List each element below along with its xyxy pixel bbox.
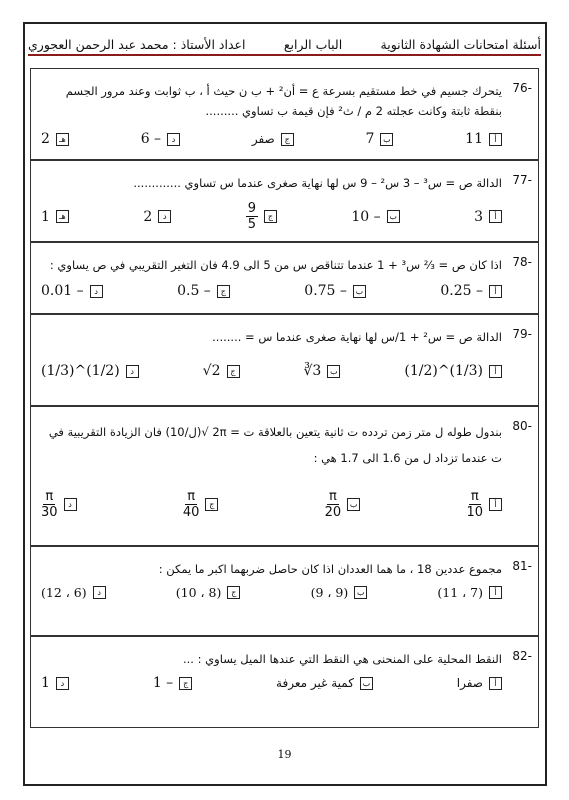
question-number: -78 (512, 255, 532, 269)
option-fraction (466, 489, 483, 520)
option-letter: أ (489, 498, 502, 511)
option-value: 3 (474, 208, 483, 225)
option-value: 0.25 – (440, 283, 483, 299)
option-letter: ج (179, 677, 192, 690)
option-letter: ب (380, 133, 393, 146)
question-number: -79 (512, 327, 532, 341)
option-letter: ب (327, 365, 340, 378)
option-c[interactable] (203, 363, 240, 379)
question-77 (30, 160, 539, 242)
option-letter: د (90, 285, 103, 298)
option-a[interactable] (457, 676, 502, 690)
option-value: صفر (251, 132, 275, 146)
question-text: الدالة ص = س² + 1/س لها نهاية صغرى عندما س = ........ (212, 330, 502, 344)
option-c[interactable] (176, 585, 241, 600)
option-e[interactable] (41, 209, 69, 225)
option-b[interactable] (365, 131, 393, 147)
options-row (41, 201, 502, 232)
fraction-denominator: 40 (182, 505, 200, 520)
option-letter: ج (264, 210, 277, 223)
header-rule (28, 54, 541, 56)
option-letter: ب (387, 210, 400, 223)
option-fraction (246, 201, 258, 232)
option-value: 1 (41, 675, 50, 691)
option-value: 11 (465, 131, 483, 147)
option-value: 0.01 – (41, 283, 84, 299)
option-value: 2 (41, 131, 50, 147)
question-text: يتحرك جسيم في خط مستقيم بسرعة ع = أن² + ب ن حيث أ ، ب ثوابت وعند مرور الجسم بنقطة ثابتة وكانت عجلته 2 م / ث² فإن قيمة ب تساوي ......... (65, 84, 502, 118)
options-row (41, 585, 502, 600)
question-81 (30, 546, 539, 636)
option-letter: ج (227, 365, 240, 378)
question-number: -77 (512, 173, 532, 187)
option-letter: ج (281, 133, 294, 146)
page-header (28, 30, 541, 52)
option-b[interactable] (351, 209, 399, 225)
options-row (41, 131, 502, 147)
option-value: 1 – (152, 675, 174, 691)
option-value: 1 (41, 208, 50, 225)
option-letter: ب (347, 498, 360, 511)
option-letter: د (56, 677, 69, 690)
option-b[interactable] (276, 676, 373, 690)
options-row (41, 363, 502, 379)
option-value: (12 ، 6) (41, 585, 87, 600)
options-row (41, 489, 502, 520)
option-value: 10 – (351, 208, 381, 225)
option-e[interactable] (41, 131, 69, 147)
option-d[interactable] (41, 283, 103, 299)
option-letter: أ (489, 210, 502, 223)
question-number: -82 (512, 649, 532, 663)
option-fraction (41, 489, 58, 520)
header-chapter: الباب الرابع (283, 37, 343, 52)
option-letter: أ (489, 677, 502, 690)
option-a[interactable] (474, 209, 502, 225)
fraction-numerator: π (470, 489, 479, 504)
option-value: (10 ، 8) (175, 585, 222, 600)
option-value: (11 ، 7) (437, 585, 483, 600)
option-b[interactable] (311, 585, 368, 600)
option-letter: أ (489, 365, 502, 378)
option-a[interactable] (437, 585, 502, 600)
option-value: √2 (202, 363, 221, 379)
option-d[interactable] (41, 675, 69, 691)
option-fraction (325, 489, 342, 520)
question-text: النقط المحلية على المنحنى هي النقط التي عندها الميل يساوي : ... (182, 652, 502, 666)
option-a[interactable] (466, 489, 502, 520)
option-letter: د (158, 210, 171, 223)
option-c[interactable] (183, 489, 219, 520)
fraction-numerator: π (329, 489, 337, 504)
option-a[interactable] (404, 363, 502, 379)
option-letter: ج (217, 285, 230, 298)
option-letter: ب (354, 586, 367, 599)
option-d[interactable] (143, 209, 171, 225)
option-value: 0.75 – (304, 283, 347, 299)
option-letter: د (93, 586, 106, 599)
page-number: 19 (277, 748, 292, 761)
option-letter: هـ (56, 210, 69, 223)
option-value: (1/2)^(1/3) (404, 363, 483, 379)
option-a[interactable] (465, 131, 502, 147)
question-number: -80 (512, 419, 532, 433)
option-c[interactable] (153, 675, 192, 691)
option-letter: د (126, 365, 139, 378)
option-fraction (183, 489, 200, 520)
option-c[interactable] (252, 132, 294, 146)
fraction-denominator: 10 (466, 505, 483, 520)
option-letter: ب (360, 677, 373, 690)
option-d[interactable] (41, 363, 139, 379)
fraction-numerator: π (45, 489, 54, 504)
option-value: (9 ، 9) (310, 585, 349, 600)
option-a[interactable] (440, 283, 502, 299)
option-letter: أ (489, 133, 502, 146)
question-80 (30, 406, 539, 546)
option-d[interactable] (41, 585, 106, 600)
option-d[interactable] (41, 489, 77, 520)
option-value: (1/3)^(1/2) (41, 363, 120, 379)
question-text: الدالة ص = س³ – 3 س² – 9 س لها نهاية صغرى عندما س تساوي ............. (133, 176, 502, 190)
option-value: كمية غير معرفة (276, 676, 354, 690)
question-78 (30, 242, 539, 314)
option-c[interactable] (246, 201, 277, 232)
question-number: -76 (512, 81, 532, 95)
fraction-denominator: 30 (41, 505, 58, 520)
option-letter: أ (489, 586, 502, 599)
option-letter: ج (227, 586, 240, 599)
option-letter: د (64, 498, 77, 511)
option-value: صفرا (456, 676, 483, 690)
option-value: ∛3 (303, 363, 322, 379)
option-letter: هـ (56, 133, 69, 146)
option-d[interactable] (141, 131, 180, 147)
option-letter: ب (353, 285, 366, 298)
question-text: اذا كان ص = ⅔ س³ + 1 عندما تتناقص س من 5 الى 4.9 فان التغير التقريبي في ص يساوي : (49, 258, 502, 272)
question-text: مجموع عددين 18 ، ما هما العددان اذا كان حاصل ضربهما اكبر ما يمكن : (158, 562, 502, 576)
options-row (41, 675, 502, 691)
option-value: 0.5 – (177, 283, 211, 299)
question-76 (30, 68, 539, 160)
header-author: اعداد الأستاذ : محمد عبد الرحمن العجوري (28, 37, 246, 52)
question-79 (30, 314, 539, 406)
question-82 (30, 636, 539, 728)
option-value: 2 (143, 208, 153, 225)
question-text: بندول طوله ل متر زمن تردده ت ثانية يتعين بالعلاقة ت = 2π √(ل/10) فان الزيادة التقريبية في ت عندما تزداد ل من 1.6 الى 1.7 هي : (48, 425, 502, 465)
option-b[interactable] (304, 283, 366, 299)
question-number: -81 (512, 559, 532, 573)
option-letter: ج (205, 498, 218, 511)
fraction-denominator: 20 (324, 505, 342, 520)
options-row (41, 283, 502, 299)
option-b[interactable] (304, 363, 341, 379)
fraction-numerator: 9 (247, 201, 256, 216)
header-title: أسئلة امتحانات الشهادة الثانوية (380, 37, 541, 52)
option-b[interactable] (325, 489, 361, 520)
option-value: 7 (365, 131, 375, 147)
option-value: 6 – (140, 131, 162, 147)
option-letter: أ (489, 285, 502, 298)
option-letter: د (167, 133, 180, 146)
fraction-denominator: 5 (247, 217, 256, 232)
fraction-numerator: π (187, 489, 196, 504)
option-c[interactable] (177, 283, 230, 299)
